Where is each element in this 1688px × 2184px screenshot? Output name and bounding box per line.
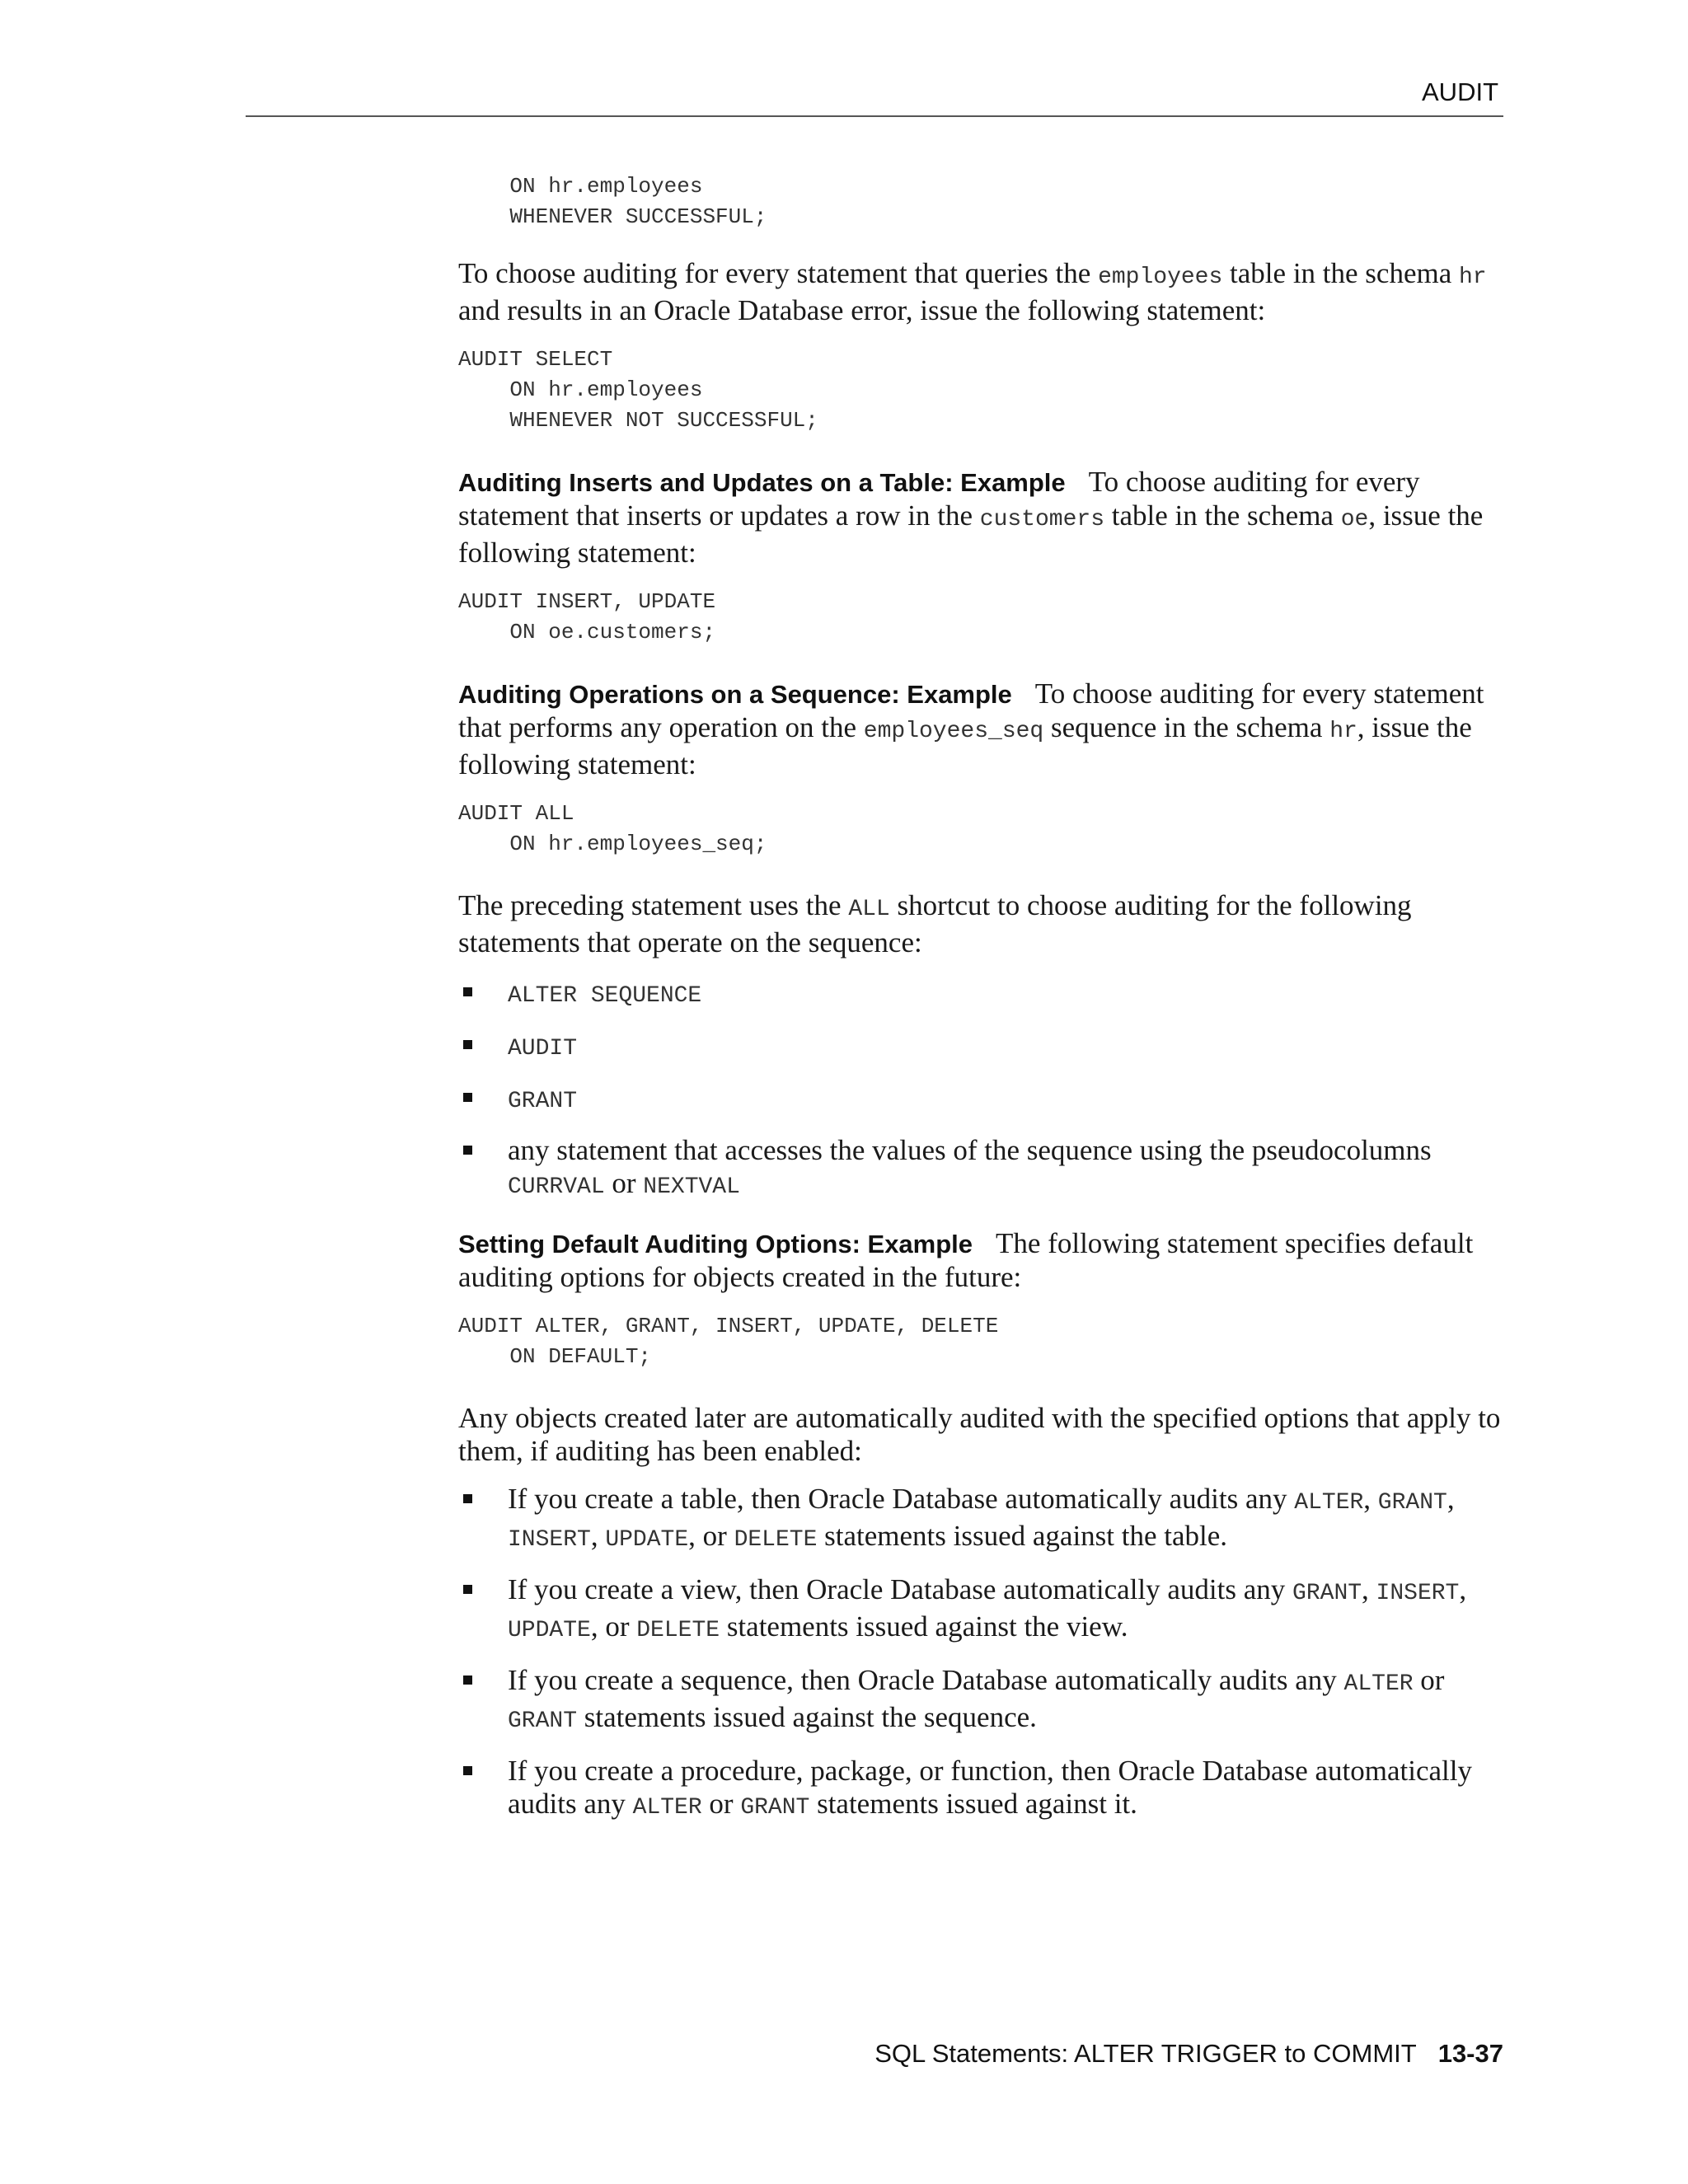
list-item xyxy=(458,1134,1503,1204)
code-term: ALTER xyxy=(1343,1671,1414,1697)
text: , xyxy=(1362,1573,1376,1605)
page-number: 13-37 xyxy=(1437,2039,1503,2068)
list-item xyxy=(458,1483,1503,1557)
code-example-4: AUDIT ALL ON hr.employees_seq; xyxy=(458,801,767,856)
text: Any objects created later are automatically audited with the specified options that apply to them, if auditing has been enabled: xyxy=(458,1402,1501,1467)
code-example-1: ON hr.employees WHENEVER SUCCESSFUL; xyxy=(509,174,767,229)
bullet-icon xyxy=(463,1494,472,1503)
text: , xyxy=(590,1520,606,1552)
text: If you create a table, then Oracle Database automatically audits any xyxy=(508,1483,1295,1515)
sequence-statements-list xyxy=(458,976,1503,1204)
text: and results in an Oracle Database error, issue the following statement: xyxy=(458,294,1266,326)
bullet-icon xyxy=(463,1585,472,1594)
page-footer xyxy=(874,2039,1503,2069)
text: table in the schema xyxy=(1104,499,1341,532)
code-term: ALTER xyxy=(632,1795,702,1821)
code-term: ALTER xyxy=(1294,1490,1364,1516)
code-term: GRANT xyxy=(508,1708,578,1734)
bullet-icon xyxy=(463,1146,472,1155)
code-term: NEXTVAL xyxy=(643,1174,740,1200)
paragraph-select-audit xyxy=(458,257,1503,327)
text: , xyxy=(1459,1573,1467,1605)
code-term: DELETE xyxy=(734,1527,818,1553)
paragraph-all-shortcut xyxy=(458,889,1503,959)
code-term: hr xyxy=(1459,265,1487,290)
code-term: GRANT xyxy=(1377,1490,1447,1516)
text: If you create a sequence, then Oracle Database automatically audits any xyxy=(508,1664,1344,1696)
code-term: employees xyxy=(1098,265,1223,290)
code-term: customers xyxy=(979,507,1104,532)
text: any statement that accesses the values of the sequence using the pseudocolumns xyxy=(508,1134,1432,1166)
bullet-icon xyxy=(463,1675,472,1685)
list-item xyxy=(458,976,1503,1013)
code-term: ALTER SEQUENCE xyxy=(508,983,702,1009)
code-term: oe xyxy=(1340,507,1369,532)
text: To choose auditing for every statement that inserts or updates a row in the xyxy=(458,466,1420,532)
paragraph-inserts-updates xyxy=(458,466,1503,569)
code-term: AUDIT xyxy=(508,1036,578,1062)
list-item xyxy=(458,1664,1503,1738)
code-term: GRANT xyxy=(508,1089,578,1114)
bullet-icon xyxy=(463,1766,472,1775)
section-heading: Auditing Inserts and Updates on a Table: Example xyxy=(458,468,1066,497)
list-item xyxy=(458,1755,1503,1825)
paragraph-objects-created-later xyxy=(458,1402,1503,1468)
text: sequence in the schema xyxy=(1043,711,1330,743)
text: The preceding statement uses the xyxy=(458,889,849,921)
text: To choose auditing for every statement that performs any operation on the xyxy=(458,677,1484,743)
text: The following statement specifies default auditing options for objects created in the future: xyxy=(458,1227,1474,1293)
text: , issue the following statement: xyxy=(458,711,1472,780)
code-term: UPDATE xyxy=(508,1618,591,1643)
bullet-icon xyxy=(463,987,472,996)
list-item xyxy=(458,1029,1503,1066)
section-heading: Setting Default Auditing Options: Example xyxy=(458,1230,973,1258)
default-audit-list xyxy=(458,1483,1503,1825)
text: , or xyxy=(688,1520,734,1552)
list-item xyxy=(458,1081,1503,1118)
footer-chapter-title: SQL Statements: ALTER TRIGGER to COMMIT xyxy=(874,2039,1417,2068)
code-term: INSERT xyxy=(1376,1581,1460,1606)
text: shortcut to choose auditing for the following statements that operate on the sequence: xyxy=(458,889,1412,958)
text: statements issued against the view. xyxy=(720,1610,1128,1643)
code-term: CURRVAL xyxy=(508,1174,605,1200)
code-term: INSERT xyxy=(508,1527,591,1553)
text: If you create a procedure, package, or function, then Oracle Database automatically audits any xyxy=(508,1755,1472,1820)
code-term: GRANT xyxy=(740,1795,810,1821)
code-term: UPDATE xyxy=(605,1527,689,1553)
text: statements issued against it. xyxy=(809,1788,1137,1820)
text: or xyxy=(1413,1664,1445,1696)
bullet-icon xyxy=(463,1093,472,1102)
code-example-3: AUDIT INSERT, UPDATE ON oe.customers; xyxy=(458,589,716,644)
code-term: employees_seq xyxy=(863,719,1044,744)
code-term: ALL xyxy=(848,897,890,922)
page-content xyxy=(458,171,1503,1841)
text: If you create a view, then Oracle Database automatically audits any xyxy=(508,1573,1293,1605)
text: table in the schema xyxy=(1222,257,1459,289)
text: or xyxy=(701,1788,741,1820)
paragraph-sequence-operations xyxy=(458,677,1503,781)
text: , xyxy=(1447,1483,1455,1515)
header-title: AUDIT xyxy=(1422,77,1498,106)
text: statements issued against the table. xyxy=(817,1520,1228,1552)
text: , issue the following statement: xyxy=(458,499,1484,569)
code-term: hr xyxy=(1329,719,1357,744)
code-term: DELETE xyxy=(636,1618,720,1643)
text: statements issued against the sequence. xyxy=(577,1701,1037,1733)
code-example-2: AUDIT SELECT ON hr.employees WHENEVER NOT SUCCESSFUL; xyxy=(458,347,818,433)
paragraph-default-options xyxy=(458,1227,1503,1294)
text: , xyxy=(1363,1483,1378,1515)
text: To choose auditing for every statement that queries the xyxy=(458,257,1099,289)
code-term: GRANT xyxy=(1292,1581,1362,1606)
section-heading: Auditing Operations on a Sequence: Example xyxy=(458,680,1012,709)
text: or xyxy=(604,1167,644,1199)
text: , or xyxy=(590,1610,637,1643)
list-item xyxy=(458,1573,1503,1647)
bullet-icon xyxy=(463,1040,472,1049)
running-header xyxy=(246,74,1503,117)
code-example-5: AUDIT ALTER, GRANT, INSERT, UPDATE, DELETE ON DEFAULT; xyxy=(458,1314,999,1369)
